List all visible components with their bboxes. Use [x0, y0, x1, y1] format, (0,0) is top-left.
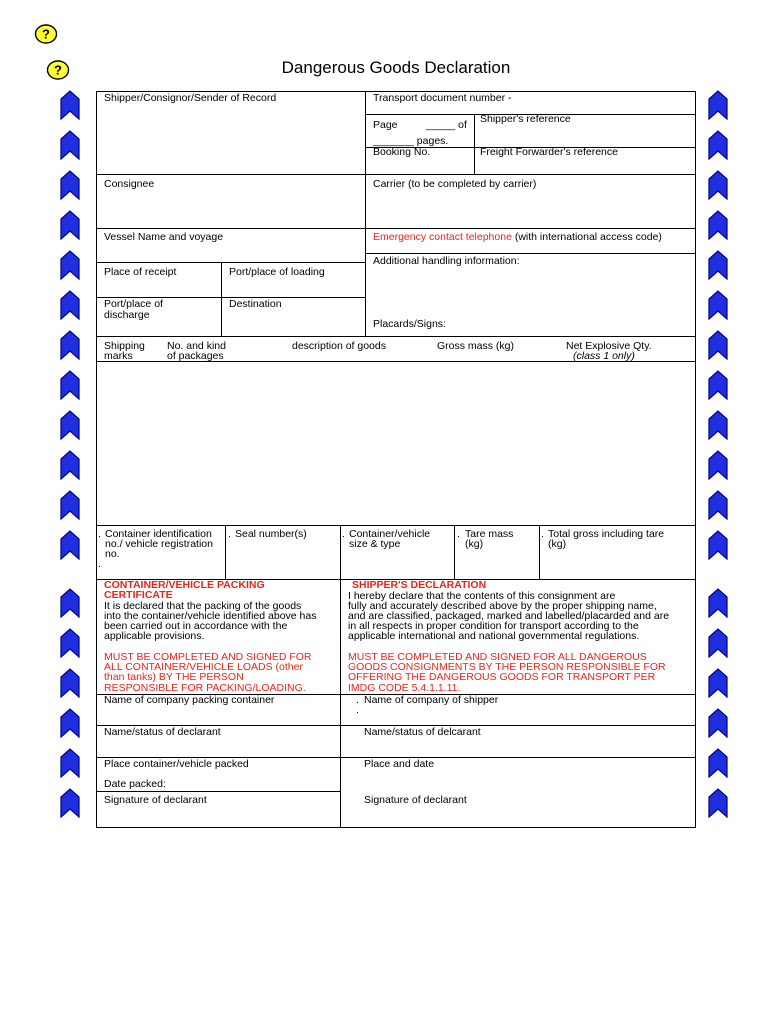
help-icon[interactable] [34, 22, 58, 46]
shipper-declaration-requirement: OFFERING THE DANGEROUS GOODS FOR TRANSPORT PER [348, 671, 656, 683]
chevron-up-icon [60, 210, 80, 240]
divider [225, 525, 226, 579]
packing-cert-requirement: ALL CONTAINER/VEHICLE LOADS (other [104, 661, 303, 673]
packing-cert-requirement: than tanks) BY THE PERSON [104, 671, 244, 683]
chevron-up-icon [708, 330, 728, 360]
chevron-up-icon [60, 170, 80, 200]
chevron-up-icon [708, 490, 728, 520]
packing-cert-body: into the container/vehicle identified above has [104, 610, 317, 622]
packing-cert-requirement: MUST BE COMPLETED AND SIGNED FOR [104, 651, 312, 663]
chevron-up-icon [708, 250, 728, 280]
divider [96, 791, 340, 792]
packing-cert-body: It is declared that the packing of the goods [104, 600, 302, 612]
shipper-declaration-requirement: MUST BE COMPLETED AND SIGNED FOR ALL DANGEROUS [348, 651, 647, 663]
place-packed-label: Place container/vehicle packed [104, 758, 249, 770]
chevron-up-icon [60, 588, 80, 618]
chevron-up-icon [60, 250, 80, 280]
shipper-declaration-body: in all respects in proper condition for transport according to the [348, 620, 639, 632]
shipper-declaration-body: and are classified, packaged, marked and labelled/placarded and are [348, 610, 670, 622]
chevron-up-icon [60, 90, 80, 120]
chevron-up-icon [60, 330, 80, 360]
help-icon[interactable] [46, 58, 70, 82]
page-title: Dangerous Goods Declaration [281, 58, 511, 77]
chevron-up-icon [708, 370, 728, 400]
container-id-label-2: no./ vehicle registration [105, 538, 213, 550]
chevron-up-icon [708, 170, 728, 200]
divider [474, 114, 475, 174]
dot-mark: . [356, 694, 359, 706]
dot-mark: . [541, 528, 544, 540]
chevron-up-icon [60, 290, 80, 320]
container-id-label: Container identification [105, 528, 212, 540]
packages-label-2: of packages [167, 350, 224, 362]
chevron-up-icon [60, 450, 80, 480]
booking-no-label: Booking No. [373, 146, 431, 158]
packing-cert-heading: CONTAINER/VEHICLE PACKING [104, 579, 265, 591]
vessel-label: Vessel Name and voyage [104, 231, 224, 243]
chevron-up-icon [708, 530, 728, 560]
consignee-label: Consignee [104, 178, 155, 190]
shipper-declaration-requirement: IMDG CODE 5.4.1.1.11. [348, 682, 461, 694]
packing-cert-body: been carried out in accordance with the [104, 620, 288, 632]
divider [365, 91, 366, 336]
divider [96, 228, 696, 229]
port-of-discharge-label: Port/place of [104, 298, 163, 310]
divider [221, 262, 222, 336]
chevron-up-icon [708, 290, 728, 320]
container-size-label: Container/vehicle [349, 528, 431, 540]
packing-cert-requirement: RESPONSIBLE FOR PACKING/LOADING. [104, 682, 306, 694]
shippers-reference-label: Shipper's reference [480, 113, 571, 125]
declaration-form [96, 91, 696, 828]
dot-mark: . [98, 528, 101, 540]
chevron-up-icon [708, 748, 728, 778]
divider [539, 525, 540, 579]
gross-mass-label: Gross mass (kg) [437, 340, 515, 352]
date-packed-label: Date packed: [104, 778, 166, 790]
packing-signature-label: Signature of declarant [104, 794, 207, 806]
transport-doc-label: Transport document number - [373, 92, 512, 104]
emergency-telephone-note: (with international access code) [514, 231, 662, 243]
chevron-up-icon [708, 210, 728, 240]
chevron-up-icon [708, 450, 728, 480]
chevron-up-icon [60, 708, 80, 738]
chevron-up-icon [60, 490, 80, 520]
chevron-up-icon [60, 748, 80, 778]
packages-label: No. and kind [167, 340, 226, 352]
packing-cert-body: applicable provisions. [104, 630, 205, 642]
chevron-up-icon [60, 788, 80, 818]
net-explosive-note: (class 1 only) [573, 350, 635, 362]
place-of-receipt-label: Place of receipt [104, 266, 177, 278]
chevron-up-icon [708, 588, 728, 618]
shipper-declarant-name-label: Name/status of delcarant [364, 726, 481, 738]
port-of-discharge-label-2: discharge [104, 309, 150, 321]
shipping-marks-label-2: marks [104, 350, 133, 362]
packing-cert-heading-2: CERTIFICATE [104, 589, 173, 601]
chevron-up-icon [708, 628, 728, 658]
description-label: description of goods [292, 340, 386, 352]
port-of-loading-label: Port/place of loading [229, 266, 325, 278]
chevron-up-icon [708, 90, 728, 120]
additional-handling-label: Additional handling information: [373, 255, 520, 267]
svg-text:?: ? [42, 26, 50, 42]
divider [96, 262, 365, 263]
divider [340, 525, 341, 828]
shipper-company-label: Name of company of shipper [364, 694, 499, 706]
net-explosive-label: Net Explosive Qty. [566, 340, 652, 352]
packing-company-label: Name of company packing container [104, 694, 275, 706]
shipper-declaration-body: applicable international and national governmental regulations. [348, 630, 640, 642]
tare-mass-label-2: (kg) [465, 538, 484, 550]
container-size-label-2: size & type [349, 538, 401, 550]
shipper-signature-label: Signature of declarant [364, 794, 467, 806]
svg-text:?: ? [54, 62, 62, 78]
chevron-up-icon [708, 668, 728, 698]
chevron-up-icon [60, 668, 80, 698]
chevron-up-icon [60, 410, 80, 440]
pages-label: _______ pages. [373, 135, 449, 147]
destination-label: Destination [229, 298, 282, 310]
total-gross-label-2: (kg) [548, 538, 567, 550]
shipping-marks-label: Shipping [104, 340, 145, 352]
tare-mass-label: Tare mass [465, 528, 514, 540]
divider [96, 174, 696, 175]
page-label: Page [373, 119, 398, 131]
chevron-up-icon [708, 708, 728, 738]
total-gross-label: Total gross including tare [548, 528, 665, 540]
chevron-up-icon [60, 628, 80, 658]
emergency-telephone-label [373, 232, 662, 243]
chevron-up-icon [60, 370, 80, 400]
packing-declarant-name-label: Name/status of declarant [104, 726, 221, 738]
shipper-declaration-requirement: GOODS CONSIGNMENTS BY THE PERSON RESPONSIBLE FOR [348, 661, 666, 673]
divider [96, 525, 696, 526]
chevron-up-icon [60, 130, 80, 160]
container-id-label-3: no. [105, 548, 120, 560]
shipper-declaration-body: fully and accurately described above by the proper shipping name, [348, 600, 657, 612]
freight-forwarder-reference-label: Freight Forwarder's reference [480, 146, 618, 158]
dot-mark: . [342, 528, 345, 540]
seal-number-label: Seal number(s) [235, 528, 307, 540]
dot-mark: . [98, 558, 101, 570]
dot-mark: . [356, 704, 359, 716]
divider [454, 525, 455, 579]
carrier-label: Carrier (to be completed by carrier) [373, 178, 537, 190]
chevron-up-icon [708, 410, 728, 440]
shipper-declaration-heading: SHIPPER'S DECLARATION [352, 579, 487, 591]
shipper-label: Shipper/Consignor/Sender of Record [104, 92, 277, 104]
dot-mark: . [228, 528, 231, 540]
place-and-date-label: Place and date [364, 758, 435, 770]
placards-label: Placards/Signs: [373, 318, 446, 330]
chevron-up-icon [60, 530, 80, 560]
chevron-up-icon [708, 130, 728, 160]
divider [365, 253, 696, 254]
emergency-telephone-highlight: Emergency contact telephone [373, 231, 512, 243]
chevron-up-icon [708, 788, 728, 818]
dot-mark: . [457, 528, 460, 540]
page-of-label: _____ of [426, 119, 467, 131]
shipper-declaration-body: I hereby declare that the contents of this consignment are [348, 590, 616, 602]
divider [96, 336, 696, 337]
